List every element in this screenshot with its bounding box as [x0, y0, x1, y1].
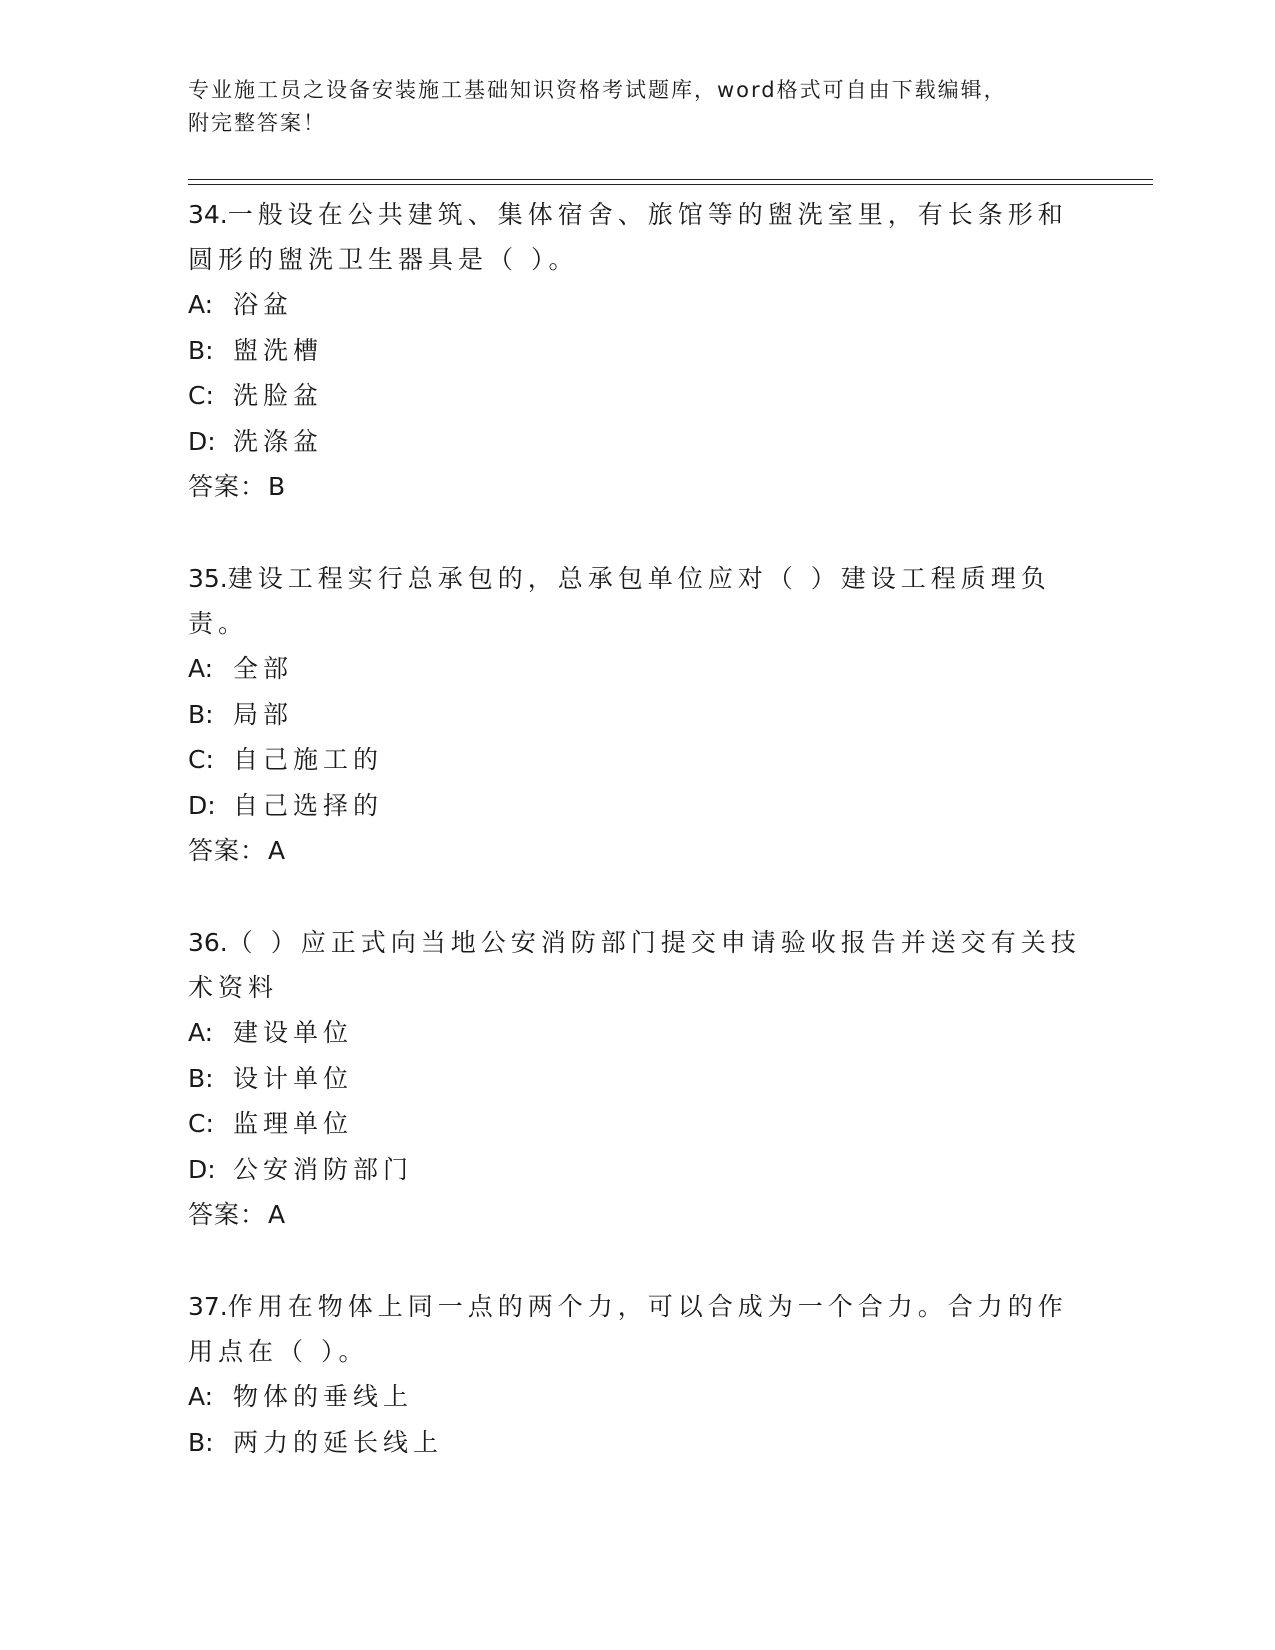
option-letter: C: [188, 745, 214, 774]
question-number: 34. [188, 200, 228, 229]
option-text: 洗涤盆 [233, 426, 324, 456]
option-text: 全部 [233, 654, 294, 683]
option-text: 监理单位 [233, 1109, 354, 1138]
header-line-1: 专业施工员之设备安装施工基础知识资格考试题库，word格式可自由下载编辑， [188, 78, 1007, 102]
option-b [188, 1056, 1088, 1102]
option-text: 两力的延长线上 [233, 1427, 444, 1457]
question-stem [188, 920, 1088, 1010]
option-d [188, 1147, 1088, 1193]
question-stem [188, 1284, 1088, 1374]
answer-line [188, 464, 1088, 510]
answer-label: 答案： [188, 1200, 267, 1229]
question-number: 36. [188, 928, 228, 957]
question-35 [188, 556, 1088, 874]
option-letter: D: [188, 790, 216, 820]
option-text: 建设单位 [233, 1018, 354, 1047]
option-text: 洗脸盆 [233, 381, 324, 410]
answer-value: B [268, 472, 287, 501]
header-line-2: 附完整答案！ [188, 111, 326, 135]
option-a [188, 282, 1088, 328]
option-letter: A: [188, 290, 214, 319]
question-stem [188, 192, 1088, 282]
document-header [188, 74, 1088, 140]
option-letter: B: [188, 335, 214, 365]
question-number: 37. [188, 1292, 228, 1321]
option-a [188, 1010, 1088, 1056]
question-37 [188, 1284, 1088, 1465]
option-text: 自己选择的 [233, 790, 384, 820]
option-text: 浴盆 [233, 290, 294, 319]
question-text: 作用在物体上同一点的两个力，可以合成为一个合力。合力的作用点在（ ）。 [188, 1292, 1068, 1366]
option-text: 局部 [233, 699, 294, 729]
question-list [188, 192, 1088, 1511]
question-text: 一般设在公共建筑、集体宿舍、旅馆等的盥洗室里，有长条形和圆形的盥洗卫生器具是（ ）。 [188, 200, 1068, 274]
option-letter: A: [188, 1382, 214, 1411]
question-text: （ ）应正式向当地公安消防部门提交申请验收报告并送交有关技术资料 [188, 928, 1081, 1002]
option-c [188, 373, 1088, 419]
answer-value: A [268, 836, 287, 865]
option-a [188, 1374, 1088, 1420]
option-b [188, 328, 1088, 374]
option-text: 设计单位 [233, 1063, 354, 1093]
option-d [188, 419, 1088, 465]
option-c [188, 1101, 1088, 1147]
question-text: 建设工程实行总承包的，总承包单位应对（ ）建设工程质理负责。 [188, 564, 1051, 638]
answer-label: 答案： [188, 472, 267, 501]
answer-line [188, 828, 1088, 874]
option-d [188, 783, 1088, 829]
answer-label: 答案： [188, 836, 267, 865]
option-letter: C: [188, 381, 214, 410]
answer-line [188, 1192, 1088, 1238]
option-b [188, 1420, 1088, 1466]
header-divider-bottom [188, 184, 1153, 185]
option-letter: D: [188, 1154, 216, 1184]
question-number: 35. [188, 564, 228, 593]
question-36 [188, 920, 1088, 1238]
option-text: 公安消防部门 [233, 1154, 414, 1184]
option-text: 盥洗槽 [233, 335, 324, 365]
option-a [188, 646, 1088, 692]
option-letter: D: [188, 426, 216, 456]
question-34 [188, 192, 1088, 510]
header-divider-top [188, 179, 1153, 180]
option-letter: A: [188, 654, 214, 683]
option-b [188, 692, 1088, 738]
option-letter: C: [188, 1109, 214, 1138]
option-letter: A: [188, 1018, 214, 1047]
question-stem [188, 556, 1088, 646]
option-letter: B: [188, 1427, 214, 1457]
option-text: 物体的垂线上 [233, 1382, 414, 1411]
answer-value: A [268, 1200, 287, 1229]
option-letter: B: [188, 699, 214, 729]
option-c [188, 737, 1088, 783]
option-text: 自己施工的 [233, 745, 384, 774]
option-letter: B: [188, 1063, 214, 1093]
